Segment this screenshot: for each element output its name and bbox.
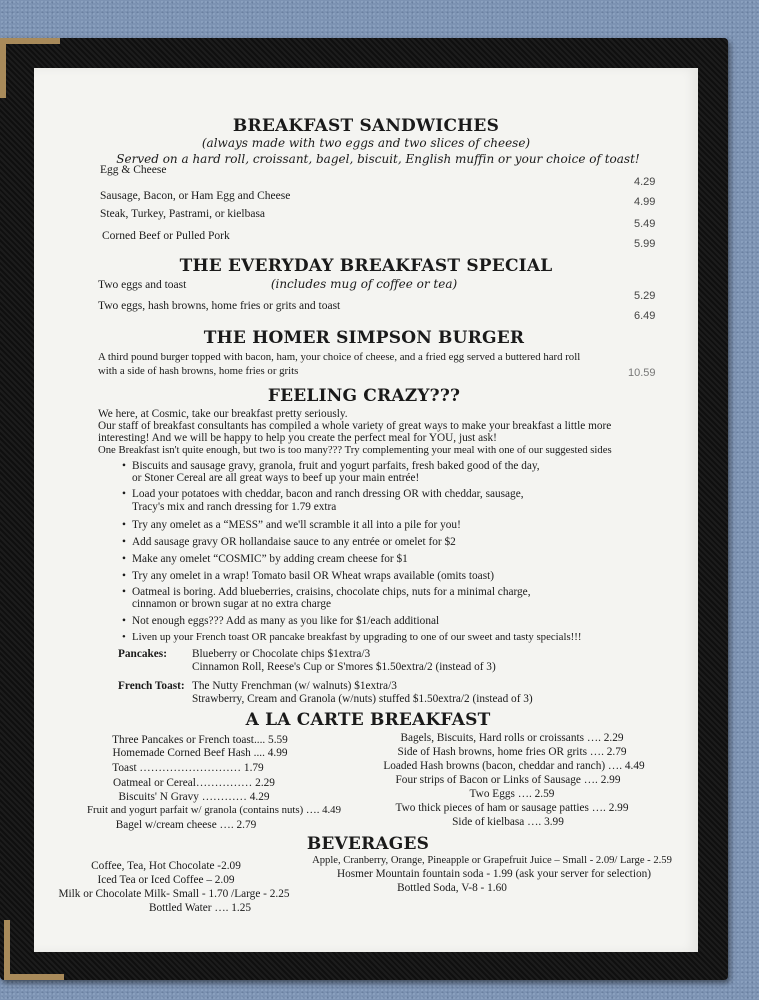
beverage-right-item: Hosmer Mountain fountain soda - 1.99 (ask your server for selection) xyxy=(336,868,652,880)
crazy-bullet-cont: Tracy's mix and ranch dressing for 1.79 extra xyxy=(132,501,337,513)
pancakes-option: Cinnamon Roll, Reese's Cup or S'mores $1.50extra/2 (instead of 3) xyxy=(192,661,496,673)
alacarte-left-item: Three Pancakes or French toast.... 5.59 xyxy=(112,734,288,746)
pancakes-label: Pancakes: xyxy=(118,648,167,660)
homer-description-line-1: A third pound burger topped with bacon, ham, your choice of cheese, and a fried egg served a buttered hard roll xyxy=(98,351,581,363)
crazy-bullet: • Try any omelet in a wrap! Tomato basil OR Wheat wraps available (omits toast) xyxy=(132,570,494,583)
section-title-sandwiches: BREAKFAST SANDWICHES xyxy=(232,116,500,136)
french-toast-option: Strawberry, Cream and Granola (w/nuts) stuffed $1.50extra/2 (instead of 3) xyxy=(192,693,533,705)
beverage-left-item: Coffee, Tea, Hot Chocolate -2.09 xyxy=(91,860,241,872)
crazy-bullet: • Liven up your French toast OR pancake breakfast by upgrading to one of our sweet and tasty specials!!! xyxy=(132,631,581,644)
alacarte-right-item: Loaded Hash browns (bacon, cheddar and ranch) …. 4.49 xyxy=(383,760,645,772)
homer-description-line-2: with a side of hash browns, home fries or grits xyxy=(98,365,299,377)
beverage-left-item: Bottled Water …. 1.25 xyxy=(148,902,252,914)
menu-item-name: Steak, Turkey, Pastrami, or kielbasa xyxy=(100,208,266,220)
section-title-homer: THE HOMER SIMPSON BURGER xyxy=(203,328,525,348)
crazy-bullet: • Biscuits and sausage gravy, granola, fruit and yogurt parfaits, fresh baked good of the day, xyxy=(132,460,540,473)
crazy-bullet: • Add sausage gravy OR hollandaise sauce to any entrée or omelet for $2 xyxy=(132,536,456,549)
alacarte-right-item: Four strips of Bacon or Links of Sausage …. 2.99 xyxy=(395,774,621,786)
menu-item-price: 4.99 xyxy=(634,196,656,208)
homer-price: 10.59 xyxy=(628,367,656,379)
alacarte-left-item: Oatmeal or Cereal…………… 2.29 xyxy=(113,777,275,789)
sandwiches-subtitle: (always made with two eggs and two slices of cheese) xyxy=(201,136,531,150)
alacarte-left-item: Biscuits' N Gravy ………… 4.29 xyxy=(118,791,270,803)
menu-item-name: Two eggs and toast xyxy=(98,279,187,291)
menu-item-price: 5.49 xyxy=(634,218,656,230)
menu-item-price: 5.29 xyxy=(634,290,656,302)
alacarte-right-item: Side of Hash browns, home fries OR grits …. 2.79 xyxy=(397,746,627,758)
menu-item-name: Egg & Cheese xyxy=(100,164,167,176)
section-title-beverages: BEVERAGES xyxy=(306,834,430,854)
beverage-right-item: Apple, Cranberry, Orange, Pineapple or Grapefruit Juice – Small - 2.09/ Large - 2.59 xyxy=(312,855,672,866)
beverage-right-item: Bottled Soda, V-8 - 1.60 xyxy=(397,882,507,894)
section-title-crazy: FEELING CRAZY??? xyxy=(267,386,461,406)
alacarte-right-item: Bagels, Biscuits, Hard rolls or croissants …. 2.29 xyxy=(400,732,624,744)
crazy-bullet: • Not enough eggs??? Add as many as you like for $1/each additional xyxy=(132,615,439,628)
menu-item-price: 6.49 xyxy=(634,310,656,322)
crazy-intro-line: Our staff of breakfast consultants has compiled a whole variety of great ways to make your breakfast a little more xyxy=(98,420,612,432)
crazy-intro-line: interesting! And we will be happy to help you create the perfect meal for YOU, just ask! xyxy=(98,432,497,444)
french-toast-label: French Toast: xyxy=(118,680,185,692)
crazy-bullet: • Oatmeal is boring. Add blueberries, craisins, chocolate chips, nuts for a minimal charge, xyxy=(132,586,531,599)
menu-page xyxy=(34,68,698,952)
crazy-bullet-cont: or Stoner Cereal are all great ways to beef up your main entrée! xyxy=(132,472,420,484)
crazy-intro-line: One Breakfast isn't quite enough, but two is too many??? Try complementing your meal with one of our suggested sides xyxy=(98,444,612,456)
beverage-left-item: Milk or Chocolate Milk- Small - 1.70 /Large - 2.25 xyxy=(58,888,290,900)
alacarte-right-item: Two thick pieces of ham or sausage patties …. 2.99 xyxy=(395,802,629,814)
alacarte-left-item: Bagel w/cream cheese …. 2.79 xyxy=(115,819,257,831)
sandwiches-subtitle-2: Served on a hard roll, croissant, bagel, biscuit, English muffin or your choice of toast! xyxy=(116,152,640,166)
alacarte-right-item: Side of kielbasa …. 3.99 xyxy=(452,816,564,828)
alacarte-left-item: Toast ……………………… 1.79 xyxy=(112,762,264,774)
menu-item-name: Two eggs, hash browns, home fries or grits and toast xyxy=(98,300,341,312)
menu-item-price: 5.99 xyxy=(634,238,656,250)
crazy-bullet-cont: cinnamon or brown sugar at no extra charge xyxy=(132,598,331,610)
beverage-left-item: Iced Tea or Iced Coffee – 2.09 xyxy=(97,874,235,886)
alacarte-left-item: Homemade Corned Beef Hash .... 4.99 xyxy=(112,747,288,759)
alacarte-left-item: Fruit and yogurt parfait w/ granola (contains nuts) …. 4.49 xyxy=(87,804,341,816)
special-subtitle: (includes mug of coffee or tea) xyxy=(270,277,458,291)
menu-item-name: Corned Beef or Pulled Pork xyxy=(102,230,230,242)
alacarte-right-item: Two Eggs …. 2.59 xyxy=(469,788,555,800)
menu-item-price: 4.29 xyxy=(634,176,656,188)
pancakes-option: Blueberry or Chocolate chips $1extra/3 xyxy=(192,648,371,660)
section-title-special: THE EVERYDAY BREAKFAST SPECIAL xyxy=(179,256,553,276)
french-toast-option: The Nutty Frenchman (w/ walnuts) $1extra/3 xyxy=(192,680,397,692)
section-title-alacarte: A LA CARTE BREAKFAST xyxy=(245,710,491,730)
menu-item-name: Sausage, Bacon, or Ham Egg and Cheese xyxy=(100,190,291,202)
crazy-bullet: • Load your potatoes with cheddar, bacon and ranch dressing OR with cheddar, sausage, xyxy=(132,488,524,501)
crazy-intro-line: We here, at Cosmic, take our breakfast pretty seriously. xyxy=(98,408,348,420)
crazy-bullet: • Try any omelet as a “MESS” and we'll scramble it all into a pile for you! xyxy=(132,519,461,532)
crazy-bullet: • Make any omelet “COSMIC” by adding cream cheese for $1 xyxy=(132,553,408,566)
